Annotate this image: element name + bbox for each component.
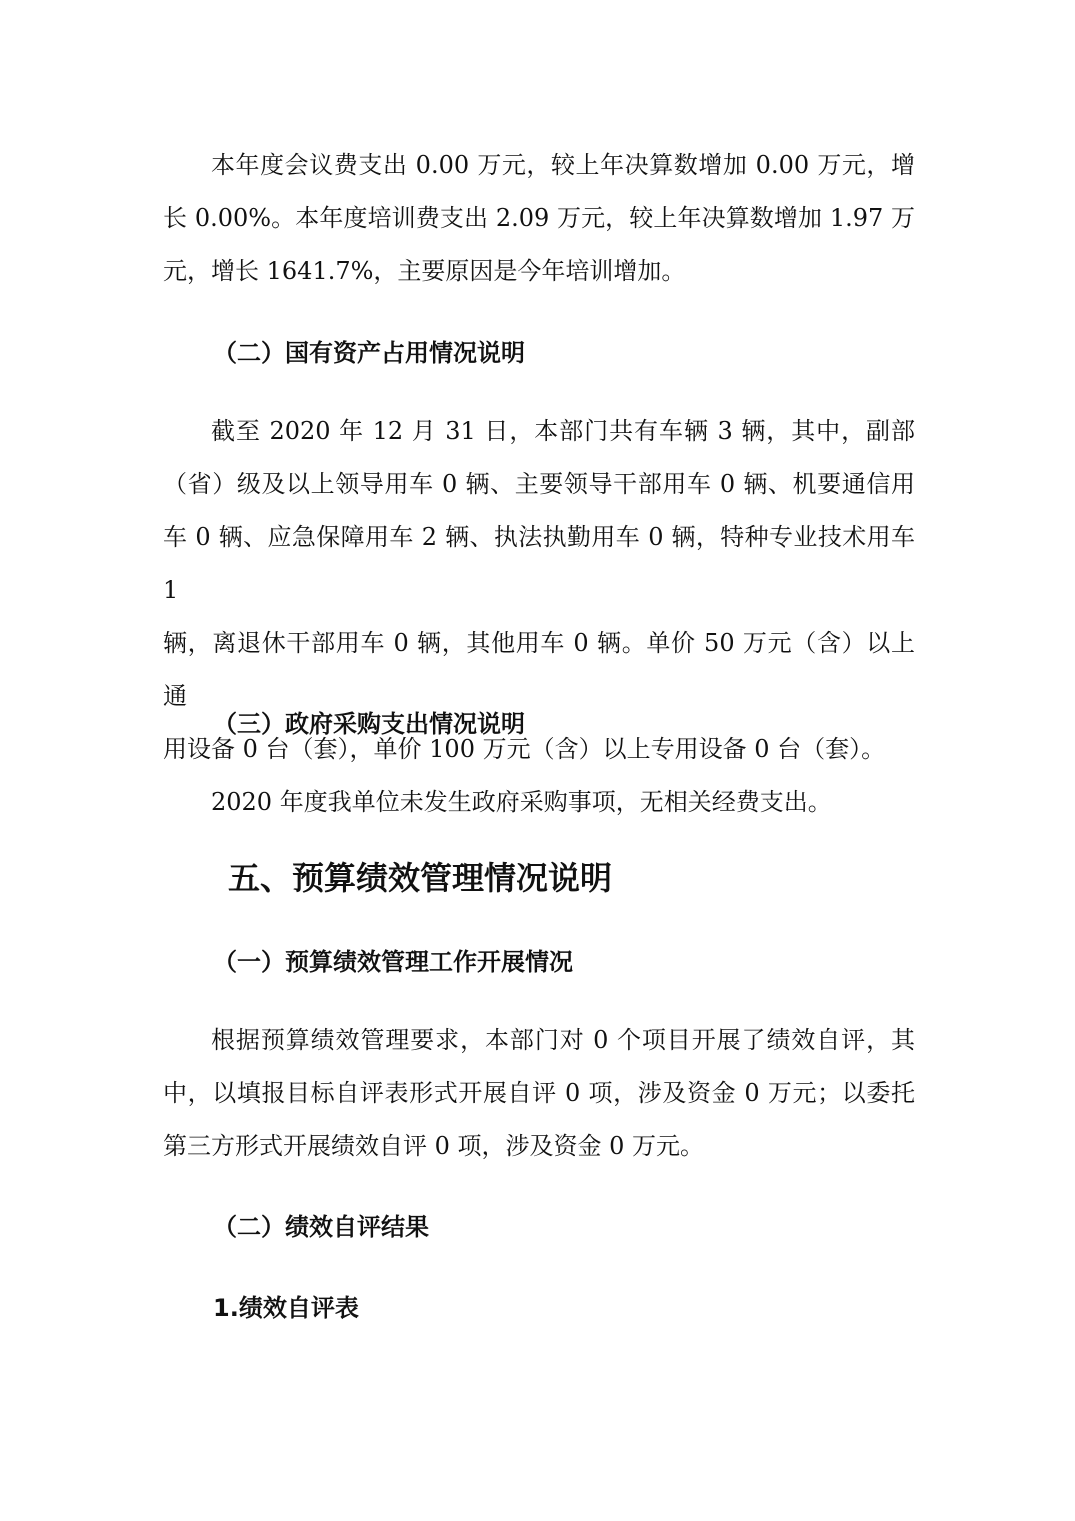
heading-state-assets: （二）国有资产占用情况说明 — [213, 339, 525, 367]
text-line: 元，增长 1641.7%，主要原因是今年培训增加。 — [163, 257, 686, 285]
text-line: （省）级及以上领导用车 0 辆、主要领导干部用车 0 辆、机要通信用 — [163, 470, 915, 498]
text-line: 中，以填报目标自评表形式开展自评 0 项，涉及资金 0 万元；以委托 — [163, 1079, 915, 1107]
paragraph-self-evaluation — [163, 1014, 915, 1173]
text-line: 本年度会议费支出 0.00 万元，较上年决算数增加 0.00 万元，增 — [211, 151, 915, 179]
section-title-performance: 五、预算绩效管理情况说明 — [228, 859, 613, 897]
text-line: 用设备 0 台（套），单价 100 万元（含）以上专用设备 0 台（套）。 — [163, 735, 886, 763]
text-line: 辆，离退休干部用车 0 辆，其他用车 0 辆。单价 50 万元（含）以上通 — [163, 629, 915, 710]
text-line: 长 0.00%。本年度培训费支出 2.09 万元，较上年决算数增加 1.97 万 — [163, 204, 915, 232]
text-line: 截至 2020 年 12 月 31 日，本部门共有车辆 3 辆，其中，副部 — [211, 417, 915, 445]
heading-performance-work: （一）预算绩效管理工作开展情况 — [213, 948, 573, 976]
text-line: 第三方形式开展绩效自评 0 项，涉及资金 0 万元。 — [163, 1132, 705, 1160]
heading-self-evaluation-table: 1.绩效自评表 — [213, 1294, 359, 1322]
text-line: 根据预算绩效管理要求，本部门对 0 个项目开展了绩效自评，其 — [211, 1026, 915, 1054]
paragraph-procurement — [163, 776, 915, 829]
heading-procurement: （三）政府采购支出情况说明 — [213, 710, 525, 738]
text-line: 车 0 辆、应急保障用车 2 辆、执法执勤用车 0 辆，特种专业技术用车 1 — [163, 523, 915, 604]
paragraph-training-expense — [163, 139, 915, 298]
heading-self-evaluation-results: （二）绩效自评结果 — [213, 1213, 429, 1241]
text-line: 2020 年度我单位未发生政府采购事项，无相关经费支出。 — [211, 788, 832, 816]
